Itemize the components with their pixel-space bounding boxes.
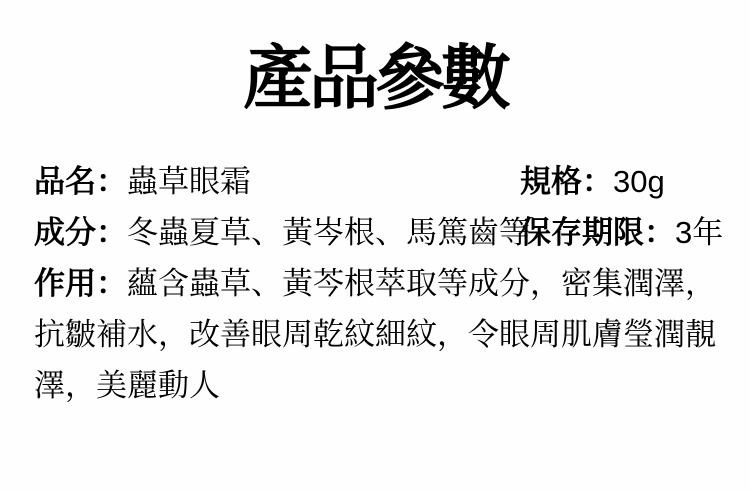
product-name-label: 品名： — [34, 164, 127, 199]
shelf-life-value: 3年 — [675, 215, 724, 250]
product-name-value: 蟲草眼霜 — [127, 164, 251, 199]
effect-line-3: 澤，美麗動人 — [34, 368, 220, 403]
effect-line-1 — [34, 258, 726, 309]
page-title: 產品參數 — [243, 39, 507, 117]
ingredients-value: 冬蟲夏草、黃岑根、馬篤齒等 — [127, 215, 530, 250]
spec-row-name-size — [34, 156, 726, 207]
spec-row-ingredients-shelf-life — [34, 207, 726, 258]
effect-line-2: 抗皺補水，改善眼周乾紋細紋，令眼周肌膚瑩潤靚 — [34, 317, 716, 352]
effect-text-1: 蘊含蟲草、黃芩根萃取等成分，密集潤澤， — [127, 266, 716, 301]
size-value: 30g — [613, 164, 665, 199]
size-group — [520, 156, 665, 207]
shelf-life-group — [520, 207, 723, 258]
size-label: 規格： — [520, 164, 613, 199]
effect-label: 作用： — [34, 266, 127, 301]
shelf-life-label: 保存期限： — [520, 215, 675, 250]
specs-content — [34, 156, 726, 411]
ingredients-label: 成分： — [34, 215, 127, 250]
